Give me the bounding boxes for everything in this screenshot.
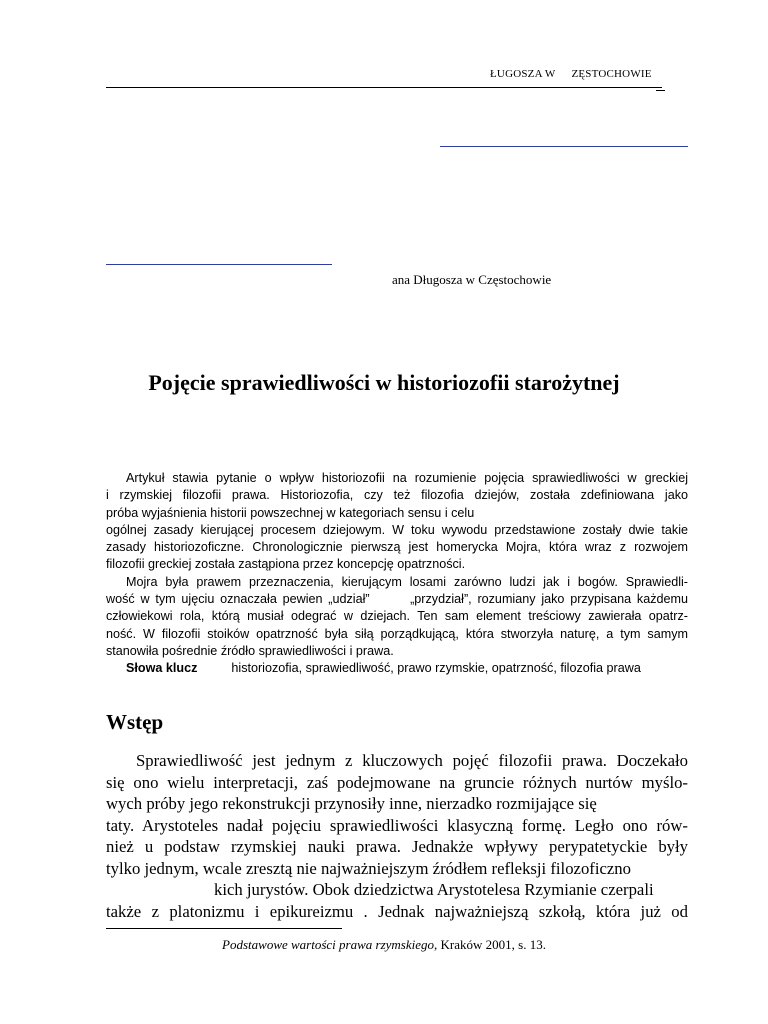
body-line: także z platonizmu i epikureizmu . Jednak najważniejszą szkołą, która już od — [106, 901, 688, 921]
abstract-line: ogólnej zasady kierującej procesem dziejowym. W toku wywodu przedstawione zostały dwie takie — [106, 522, 688, 537]
keywords-text: historiozofia, sprawiedliwość, prawo rzymskie, opatrzność, filozofia prawa — [231, 661, 641, 676]
link-underline-left[interactable] — [106, 264, 332, 265]
footnote — [60, 937, 708, 953]
abstract-line: człowiekowi rola, którą musiał odegrać w dziejach. Ten sam element treściowy zawierała opatrz- — [106, 609, 688, 624]
abstract-line: Mojra była prawem przeznaczenia, kierującym losami zarówno ludzi jak i bogów. Sprawiedli- — [126, 574, 688, 589]
abstract-line: zasady historiozoficzne. Chronologicznie pierwszą jest homerycka Mojra, która wraz z rozwojem — [106, 540, 688, 555]
abstract — [106, 470, 688, 678]
footnote-rule — [106, 928, 342, 929]
link-underline-top[interactable] — [440, 146, 688, 147]
body-line: nież u podstaw rzymskiej nauki prawa. Jednakże wpływy perypatetyckie były — [106, 837, 688, 856]
abstract-line: wość w tym ujęciu oznaczała pewien „udział” „przydział”, rozumiany jako przypisana każdemu — [106, 592, 688, 607]
keywords-line — [106, 660, 688, 677]
section-heading: Wstęp — [106, 710, 164, 734]
abstract-line: Artykuł stawia pytanie o wpływ historiozofii na rozumienie pojęcia sprawiedliwości w greckiej — [126, 471, 688, 485]
body-line: kich jurystów. Obok dziedzictwa Arystotelesa Rzymianie czerpali — [214, 880, 654, 899]
abstract-line: filozofii greckiej została zastąpiona przez koncepcję opatrzności. — [106, 557, 466, 572]
author-affiliation: ana Długosza w Częstochowie — [392, 272, 552, 287]
running-header-right: ZĘSTOCHOWIE — [571, 68, 652, 80]
body-line: wych próby jego rekonstrukcji przynosiły inne, nierzadko rozmijające się — [106, 794, 597, 813]
running-header — [490, 68, 652, 80]
body-line: się ono wielu interpretacji, zaś podejmowane na gruncie różnych nurtów myślo- — [106, 772, 688, 792]
running-header-left: ŁUGOSZA W — [490, 68, 556, 80]
body-text — [106, 750, 688, 922]
article-title: Pojęcie sprawiedliwości w historiozofii starożytnej — [148, 370, 620, 395]
footnote-citation: , Kraków 2001, s. 13. — [434, 937, 546, 952]
body-line: taty. Arystoteles nadał pojęciu sprawiedliwości klasyczną formę. Legło ono rów- — [106, 815, 688, 835]
abstract-line: ność. W filozofii stoików opatrzność była siłą porządkującą, która stworzyła naturę, a tym samym — [106, 626, 688, 641]
footnote-title: Podstawowe wartości prawa rzymskiego — [222, 937, 435, 952]
keywords-label: Słowa klucz — [126, 661, 198, 676]
body-line: Sprawiedliwość jest jednym z kluczowych pojęć filozofii prawa. Doczekało — [136, 751, 688, 770]
abstract-line: i rzymskiej filozofii prawa. Historiozofia, czy też filozofia dziejów, została zdefiniowana jako — [106, 488, 688, 503]
abstract-line: próba wyjaśnienia historii powszechnej w kategoriach sensu i celu — [106, 505, 475, 520]
header-rule — [106, 87, 662, 88]
body-line: tylko jednym, wcale zresztą nie najważniejszym źródłem refleksji filozoficzno — [106, 858, 631, 878]
header-dash — [656, 90, 665, 91]
abstract-line: stanowiła pośrednie źródło sprawiedliwości i prawa. — [106, 643, 394, 658]
